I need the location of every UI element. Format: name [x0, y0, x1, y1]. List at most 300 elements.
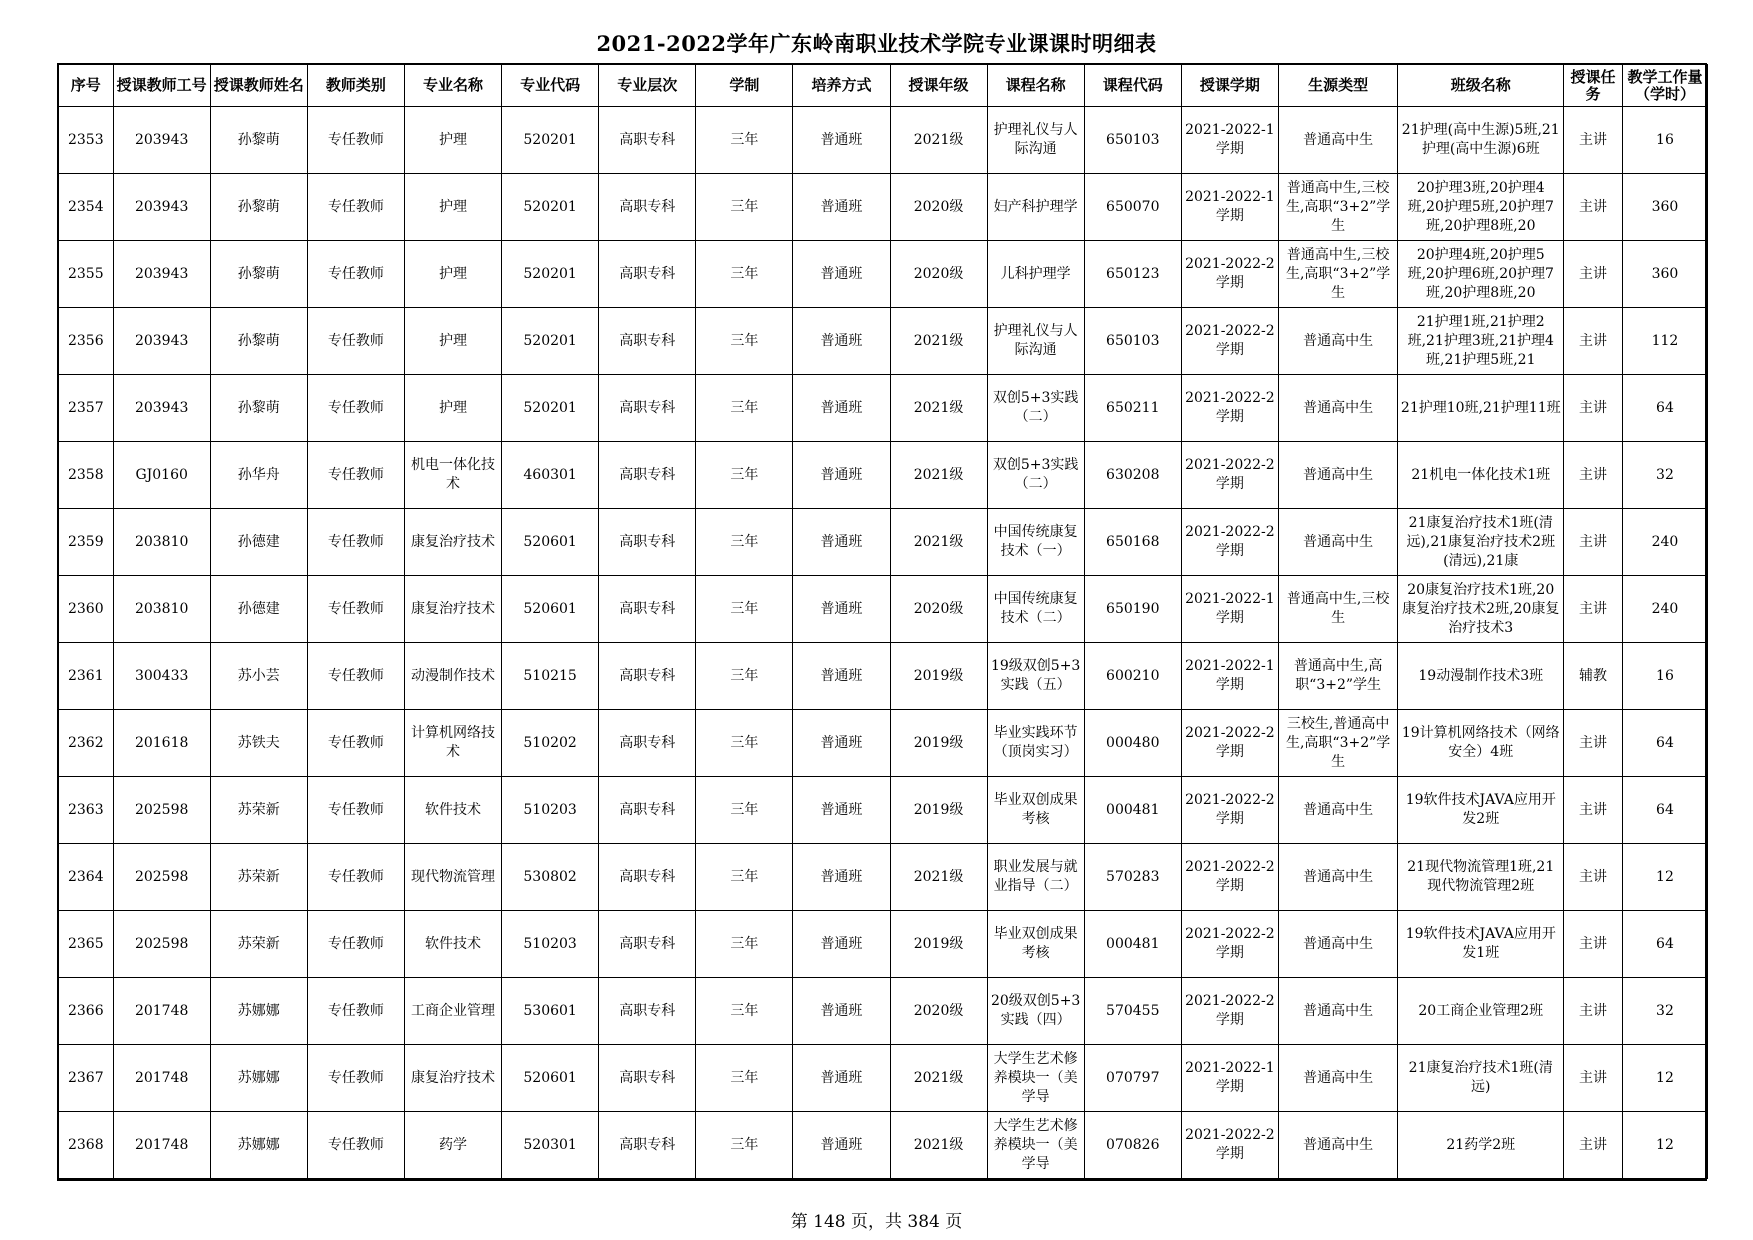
cell-name: 苏娜娜 [210, 1045, 307, 1112]
cell-years: 三年 [696, 911, 793, 978]
cell-years: 三年 [696, 844, 793, 911]
page-title: 2021-2022学年广东岭南职业技术学院专业课课时明细表 [596, 31, 1157, 56]
cell-ccode: 650190 [1084, 576, 1181, 643]
cell-years: 三年 [696, 375, 793, 442]
cell-term: 2021-2022-2学期 [1181, 844, 1278, 911]
cell-hours: 16 [1622, 107, 1707, 174]
cell-cls [1398, 844, 1564, 911]
cell-level: 高职专科 [599, 107, 696, 174]
cell-id: 201748 [113, 978, 210, 1045]
cell-major: 软件技术 [404, 911, 501, 978]
cell-cls-text: 21护理1班,21护理2班,21护理3班,21护理4班,21护理5班,21 [1407, 313, 1554, 368]
cell-cls [1398, 174, 1564, 241]
cell-code: 510215 [502, 643, 599, 710]
cell-hours: 32 [1622, 978, 1707, 1045]
table-row [59, 777, 1708, 844]
cell-ccode: 650123 [1084, 241, 1181, 308]
cell-no: 2356 [59, 308, 114, 375]
cell-mode: 普通班 [793, 844, 890, 911]
cell-type: 专任教师 [307, 777, 404, 844]
cell-name: 苏荣新 [210, 777, 307, 844]
cell-id: 203943 [113, 107, 210, 174]
cell-ccode: 570455 [1084, 978, 1181, 1045]
cell-level: 高职专科 [599, 308, 696, 375]
page-footer: 第 148 页，共 384 页 [790, 1212, 963, 1232]
cell-code: 520301 [502, 1112, 599, 1179]
cell-id: 202598 [113, 844, 210, 911]
cell-cls-text: 21康复治疗技术1班(清远),21康复治疗技术2班(清远),21康 [1406, 514, 1556, 569]
cell-term: 2021-2022-2学期 [1181, 1112, 1278, 1179]
cell-ccode: 000481 [1084, 777, 1181, 844]
cell-cls-text: 21药学2班 [1446, 1136, 1516, 1153]
cell-source-text: 普通高中生 [1303, 1002, 1374, 1019]
cell-type: 专任教师 [307, 442, 404, 509]
cell-no: 2365 [59, 911, 114, 978]
column-header: 教学工作量（学时） [1622, 65, 1707, 107]
cell-mode: 普通班 [793, 643, 890, 710]
cell-hours: 12 [1622, 1112, 1707, 1179]
cell-type: 专任教师 [307, 844, 404, 911]
cell-code: 520201 [502, 107, 599, 174]
cell-id: 201748 [113, 1045, 210, 1112]
cell-course [987, 710, 1084, 777]
cell-type: 专任教师 [307, 576, 404, 643]
cell-cls-text: 21护理10班,21护理11班 [1400, 399, 1561, 416]
cell-level: 高职专科 [599, 375, 696, 442]
cell-cls [1398, 509, 1564, 576]
cell-grade: 2019级 [890, 710, 987, 777]
table-row [59, 643, 1708, 710]
cell-years: 三年 [696, 1045, 793, 1112]
cell-course-text: 大学生艺术修养模块一（美学导 [993, 1050, 1078, 1105]
cell-years: 三年 [696, 509, 793, 576]
cell-mode: 普通班 [793, 375, 890, 442]
cell-name: 苏娜娜 [210, 978, 307, 1045]
cell-course-text: 大学生艺术修养模块一（美学导 [993, 1117, 1078, 1172]
cell-term: 2021-2022-1学期 [1181, 174, 1278, 241]
cell-term: 2021-2022-1学期 [1181, 576, 1278, 643]
cell-grade: 2019级 [890, 777, 987, 844]
cell-type: 专任教师 [307, 308, 404, 375]
cell-hours: 64 [1622, 375, 1707, 442]
cell-id: 203943 [113, 375, 210, 442]
cell-course [987, 174, 1084, 241]
cell-source [1278, 1112, 1397, 1179]
cell-source [1278, 107, 1397, 174]
cell-cls [1398, 643, 1564, 710]
cell-course-text: 中国传统康复技术（二） [993, 591, 1078, 626]
column-header: 序号 [59, 65, 114, 107]
cell-grade: 2021级 [890, 308, 987, 375]
cell-mode: 普通班 [793, 174, 890, 241]
cell-term: 2021-2022-2学期 [1181, 442, 1278, 509]
cell-type: 专任教师 [307, 241, 404, 308]
cell-course [987, 911, 1084, 978]
cell-cls [1398, 107, 1564, 174]
cell-years: 三年 [696, 978, 793, 1045]
cell-level: 高职专科 [599, 509, 696, 576]
cell-mode: 普通班 [793, 978, 890, 1045]
cell-task: 主讲 [1564, 576, 1623, 643]
cell-cls [1398, 308, 1564, 375]
cell-code: 530601 [502, 978, 599, 1045]
cell-no: 2361 [59, 643, 114, 710]
cell-ccode: 570283 [1084, 844, 1181, 911]
cell-ccode: 600210 [1084, 643, 1181, 710]
cell-years: 三年 [696, 241, 793, 308]
cell-major: 护理 [404, 375, 501, 442]
cell-years: 三年 [696, 442, 793, 509]
cell-source [1278, 710, 1397, 777]
cell-course [987, 308, 1084, 375]
cell-course-text: 双创5+3实践（二） [992, 390, 1079, 425]
table-row [59, 576, 1708, 643]
cell-name: 孙德建 [210, 576, 307, 643]
cell-grade: 2021级 [890, 442, 987, 509]
cell-name: 孙黎萌 [210, 308, 307, 375]
cell-code: 530802 [502, 844, 599, 911]
cell-hours: 112 [1622, 308, 1707, 375]
table-row [59, 1045, 1708, 1112]
cell-source [1278, 777, 1397, 844]
cell-no: 2366 [59, 978, 114, 1045]
cell-level: 高职专科 [599, 777, 696, 844]
cell-mode: 普通班 [793, 442, 890, 509]
cell-code: 460301 [502, 442, 599, 509]
cell-mode: 普通班 [793, 107, 890, 174]
cell-task: 主讲 [1564, 710, 1623, 777]
cell-source-text: 普通高中生 [1303, 533, 1374, 550]
cell-name: 苏荣新 [210, 844, 307, 911]
table-header-row [59, 65, 1708, 107]
cell-cls [1398, 710, 1564, 777]
cell-type: 专任教师 [307, 978, 404, 1045]
cell-name: 孙黎萌 [210, 375, 307, 442]
cell-no: 2363 [59, 777, 114, 844]
cell-term: 2021-2022-2学期 [1181, 978, 1278, 1045]
cell-course-text: 护理礼仪与人际沟通 [993, 323, 1078, 358]
cell-level: 高职专科 [599, 844, 696, 911]
cell-major: 护理 [404, 107, 501, 174]
cell-code: 520201 [502, 174, 599, 241]
cell-level: 高职专科 [599, 978, 696, 1045]
cell-source [1278, 308, 1397, 375]
cell-ccode: 650103 [1084, 308, 1181, 375]
cell-grade: 2020级 [890, 978, 987, 1045]
cell-id: GJ0160 [113, 442, 210, 509]
cell-task: 主讲 [1564, 375, 1623, 442]
cell-term: 2021-2022-2学期 [1181, 509, 1278, 576]
cell-term: 2021-2022-1学期 [1181, 107, 1278, 174]
cell-level: 高职专科 [599, 576, 696, 643]
cell-ccode: 000480 [1084, 710, 1181, 777]
cell-ccode: 650168 [1084, 509, 1181, 576]
cell-task: 主讲 [1564, 442, 1623, 509]
cell-major: 机电一体化技术 [404, 442, 501, 509]
cell-source-text: 普通高中生,三校生 [1286, 591, 1390, 626]
cell-code: 520601 [502, 576, 599, 643]
cell-years: 三年 [696, 643, 793, 710]
cell-source [1278, 442, 1397, 509]
column-header: 专业代码 [502, 65, 599, 107]
table-row [59, 710, 1708, 777]
cell-mode: 普通班 [793, 576, 890, 643]
cell-task: 主讲 [1564, 844, 1623, 911]
cell-no: 2367 [59, 1045, 114, 1112]
cell-ccode: 070797 [1084, 1045, 1181, 1112]
cell-grade: 2021级 [890, 509, 987, 576]
cell-grade: 2021级 [890, 107, 987, 174]
cell-cls-text: 21康复治疗技术1班(清远) [1408, 1060, 1553, 1095]
cell-grade: 2021级 [890, 375, 987, 442]
cell-cls-text: 21机电一体化技术1班 [1411, 466, 1551, 483]
cell-source-text: 普通高中生 [1303, 332, 1374, 349]
cell-code: 520201 [502, 375, 599, 442]
cell-level: 高职专科 [599, 442, 696, 509]
cell-hours: 12 [1622, 1045, 1707, 1112]
cell-name: 苏荣新 [210, 911, 307, 978]
cell-hours: 360 [1622, 241, 1707, 308]
cell-hours: 64 [1622, 777, 1707, 844]
cell-course-text: 中国传统康复技术（一） [993, 524, 1078, 559]
cell-hours: 12 [1622, 844, 1707, 911]
column-header: 授课教师姓名 [210, 65, 307, 107]
cell-cls-text: 20工商企业管理2班 [1418, 1002, 1544, 1019]
cell-cls [1398, 442, 1564, 509]
column-header: 授课年级 [890, 65, 987, 107]
cell-term: 2021-2022-1学期 [1181, 1045, 1278, 1112]
cell-hours: 64 [1622, 710, 1707, 777]
cell-source [1278, 1045, 1397, 1112]
cell-id: 203943 [113, 241, 210, 308]
column-header: 培养方式 [793, 65, 890, 107]
cell-term: 2021-2022-2学期 [1181, 710, 1278, 777]
cell-course-text: 毕业双创成果考核 [993, 926, 1078, 961]
cell-mode: 普通班 [793, 710, 890, 777]
cell-no: 2360 [59, 576, 114, 643]
cell-cls-text: 19动漫制作技术3班 [1418, 667, 1544, 684]
cell-cls [1398, 978, 1564, 1045]
cell-course [987, 844, 1084, 911]
cell-name: 苏小芸 [210, 643, 307, 710]
cell-id: 300433 [113, 643, 210, 710]
cell-course [987, 777, 1084, 844]
cell-type: 专任教师 [307, 710, 404, 777]
cell-grade: 2020级 [890, 576, 987, 643]
cell-course [987, 442, 1084, 509]
cell-id: 202598 [113, 777, 210, 844]
cell-major: 软件技术 [404, 777, 501, 844]
cell-major: 计算机网络技术 [404, 710, 501, 777]
cell-source-text: 普通高中生,三校生,高职“3+2”学生 [1285, 179, 1391, 234]
cell-course-text: 儿科护理学 [1000, 265, 1071, 282]
cell-cls [1398, 1045, 1564, 1112]
column-header: 课程代码 [1084, 65, 1181, 107]
course-hours-table [58, 64, 1708, 1179]
cell-name: 孙黎萌 [210, 241, 307, 308]
cell-task: 主讲 [1564, 174, 1623, 241]
cell-grade: 2021级 [890, 844, 987, 911]
cell-cls [1398, 1112, 1564, 1179]
cell-no: 2358 [59, 442, 114, 509]
cell-source [1278, 911, 1397, 978]
cell-cls [1398, 576, 1564, 643]
cell-code: 510203 [502, 777, 599, 844]
cell-hours: 240 [1622, 509, 1707, 576]
cell-task: 主讲 [1564, 241, 1623, 308]
cell-level: 高职专科 [599, 241, 696, 308]
cell-hours: 240 [1622, 576, 1707, 643]
table-row [59, 241, 1708, 308]
table-row [59, 844, 1708, 911]
cell-hours: 360 [1622, 174, 1707, 241]
cell-no: 2364 [59, 844, 114, 911]
cell-source [1278, 844, 1397, 911]
cell-task: 主讲 [1564, 509, 1623, 576]
cell-task: 辅教 [1564, 643, 1623, 710]
cell-grade: 2020级 [890, 241, 987, 308]
cell-id: 203943 [113, 308, 210, 375]
cell-source-text: 普通高中生 [1303, 466, 1374, 483]
cell-major: 动漫制作技术 [404, 643, 501, 710]
cell-source-text: 普通高中生,高职“3+2”学生 [1293, 658, 1383, 693]
cell-cls-text: 21护理(高中生源)5班,21护理(高中生源)6班 [1401, 122, 1560, 157]
table-row [59, 375, 1708, 442]
cell-major: 药学 [404, 1112, 501, 1179]
cell-level: 高职专科 [599, 174, 696, 241]
cell-major: 护理 [404, 174, 501, 241]
cell-years: 三年 [696, 777, 793, 844]
cell-source [1278, 509, 1397, 576]
cell-code: 520201 [502, 308, 599, 375]
cell-years: 三年 [696, 710, 793, 777]
cell-task: 主讲 [1564, 308, 1623, 375]
table-row [59, 308, 1708, 375]
cell-name: 孙德建 [210, 509, 307, 576]
cell-years: 三年 [696, 1112, 793, 1179]
cell-no: 2355 [59, 241, 114, 308]
cell-grade: 2021级 [890, 1045, 987, 1112]
cell-ccode: 650211 [1084, 375, 1181, 442]
cell-code: 510203 [502, 911, 599, 978]
cell-source-text: 普通高中生 [1303, 801, 1374, 818]
column-header: 专业名称 [404, 65, 501, 107]
cell-id: 201748 [113, 1112, 210, 1179]
cell-name: 孙黎萌 [210, 107, 307, 174]
cell-mode: 普通班 [793, 308, 890, 375]
cell-type: 专任教师 [307, 1045, 404, 1112]
cell-task: 主讲 [1564, 777, 1623, 844]
cell-term: 2021-2022-2学期 [1181, 375, 1278, 442]
table-row [59, 911, 1708, 978]
cell-term: 2021-2022-1学期 [1181, 643, 1278, 710]
cell-ccode: 070826 [1084, 1112, 1181, 1179]
cell-course-text: 19级双创5+3实践（五） [990, 658, 1081, 693]
cell-source-text: 普通高中生 [1303, 935, 1374, 952]
cell-major: 康复治疗技术 [404, 509, 501, 576]
cell-course-text: 20级双创5+3实践（四） [990, 993, 1081, 1028]
cell-grade: 2021级 [890, 1112, 987, 1179]
cell-course [987, 509, 1084, 576]
cell-course-text: 双创5+3实践（二） [992, 457, 1079, 492]
cell-major: 护理 [404, 241, 501, 308]
cell-course [987, 107, 1084, 174]
cell-cls [1398, 375, 1564, 442]
column-header: 授课学期 [1181, 65, 1278, 107]
cell-cls-text: 19软件技术JAVA应用开发1班 [1405, 926, 1556, 961]
cell-course-text: 妇产科护理学 [993, 198, 1078, 215]
cell-type: 专任教师 [307, 643, 404, 710]
cell-course [987, 1045, 1084, 1112]
column-header: 课程名称 [987, 65, 1084, 107]
cell-major: 康复治疗技术 [404, 576, 501, 643]
cell-type: 专任教师 [307, 174, 404, 241]
cell-id: 203810 [113, 576, 210, 643]
cell-course [987, 1112, 1084, 1179]
cell-source [1278, 174, 1397, 241]
cell-cls-text: 19软件技术JAVA应用开发2班 [1405, 792, 1556, 827]
cell-task: 主讲 [1564, 911, 1623, 978]
column-header: 教师类别 [307, 65, 404, 107]
cell-cls [1398, 911, 1564, 978]
table-row [59, 1112, 1708, 1179]
cell-no: 2357 [59, 375, 114, 442]
column-header: 授课教师工号 [113, 65, 210, 107]
cell-cls-text: 20护理4班,20护理5班,20护理6班,20护理7班,20护理8班,20 [1407, 246, 1554, 301]
cell-mode: 普通班 [793, 241, 890, 308]
cell-grade: 2020级 [890, 174, 987, 241]
cell-source-text: 普通高中生 [1303, 399, 1374, 416]
cell-source-text: 普通高中生 [1303, 868, 1374, 885]
cell-mode: 普通班 [793, 509, 890, 576]
cell-no: 2368 [59, 1112, 114, 1179]
cell-major: 护理 [404, 308, 501, 375]
cell-source [1278, 643, 1397, 710]
cell-source-text: 普通高中生,三校生,高职“3+2”学生 [1285, 246, 1391, 301]
cell-course-text: 护理礼仪与人际沟通 [993, 122, 1078, 157]
cell-course [987, 978, 1084, 1045]
cell-task: 主讲 [1564, 107, 1623, 174]
cell-no: 2362 [59, 710, 114, 777]
table-row [59, 442, 1708, 509]
cell-grade: 2019级 [890, 911, 987, 978]
cell-code: 510202 [502, 710, 599, 777]
cell-id: 202598 [113, 911, 210, 978]
cell-course [987, 576, 1084, 643]
table-row [59, 978, 1708, 1045]
cell-task: 主讲 [1564, 978, 1623, 1045]
cell-course [987, 375, 1084, 442]
cell-source-text: 普通高中生 [1303, 1136, 1374, 1153]
cell-cls [1398, 777, 1564, 844]
cell-term: 2021-2022-2学期 [1181, 241, 1278, 308]
cell-level: 高职专科 [599, 643, 696, 710]
cell-years: 三年 [696, 174, 793, 241]
cell-hours: 64 [1622, 911, 1707, 978]
cell-major: 现代物流管理 [404, 844, 501, 911]
table-row [59, 509, 1708, 576]
cell-no: 2354 [59, 174, 114, 241]
cell-major: 康复治疗技术 [404, 1045, 501, 1112]
cell-years: 三年 [696, 308, 793, 375]
cell-mode: 普通班 [793, 1112, 890, 1179]
cell-id: 203943 [113, 174, 210, 241]
column-header: 班级名称 [1398, 65, 1564, 107]
cell-cls-text: 20康复治疗技术1班,20康复治疗技术2班,20康复治疗技术3 [1402, 581, 1560, 636]
column-header: 专业层次 [599, 65, 696, 107]
cell-course [987, 643, 1084, 710]
cell-cls-text: 19计算机网络技术（网络安全）4班 [1401, 725, 1560, 760]
